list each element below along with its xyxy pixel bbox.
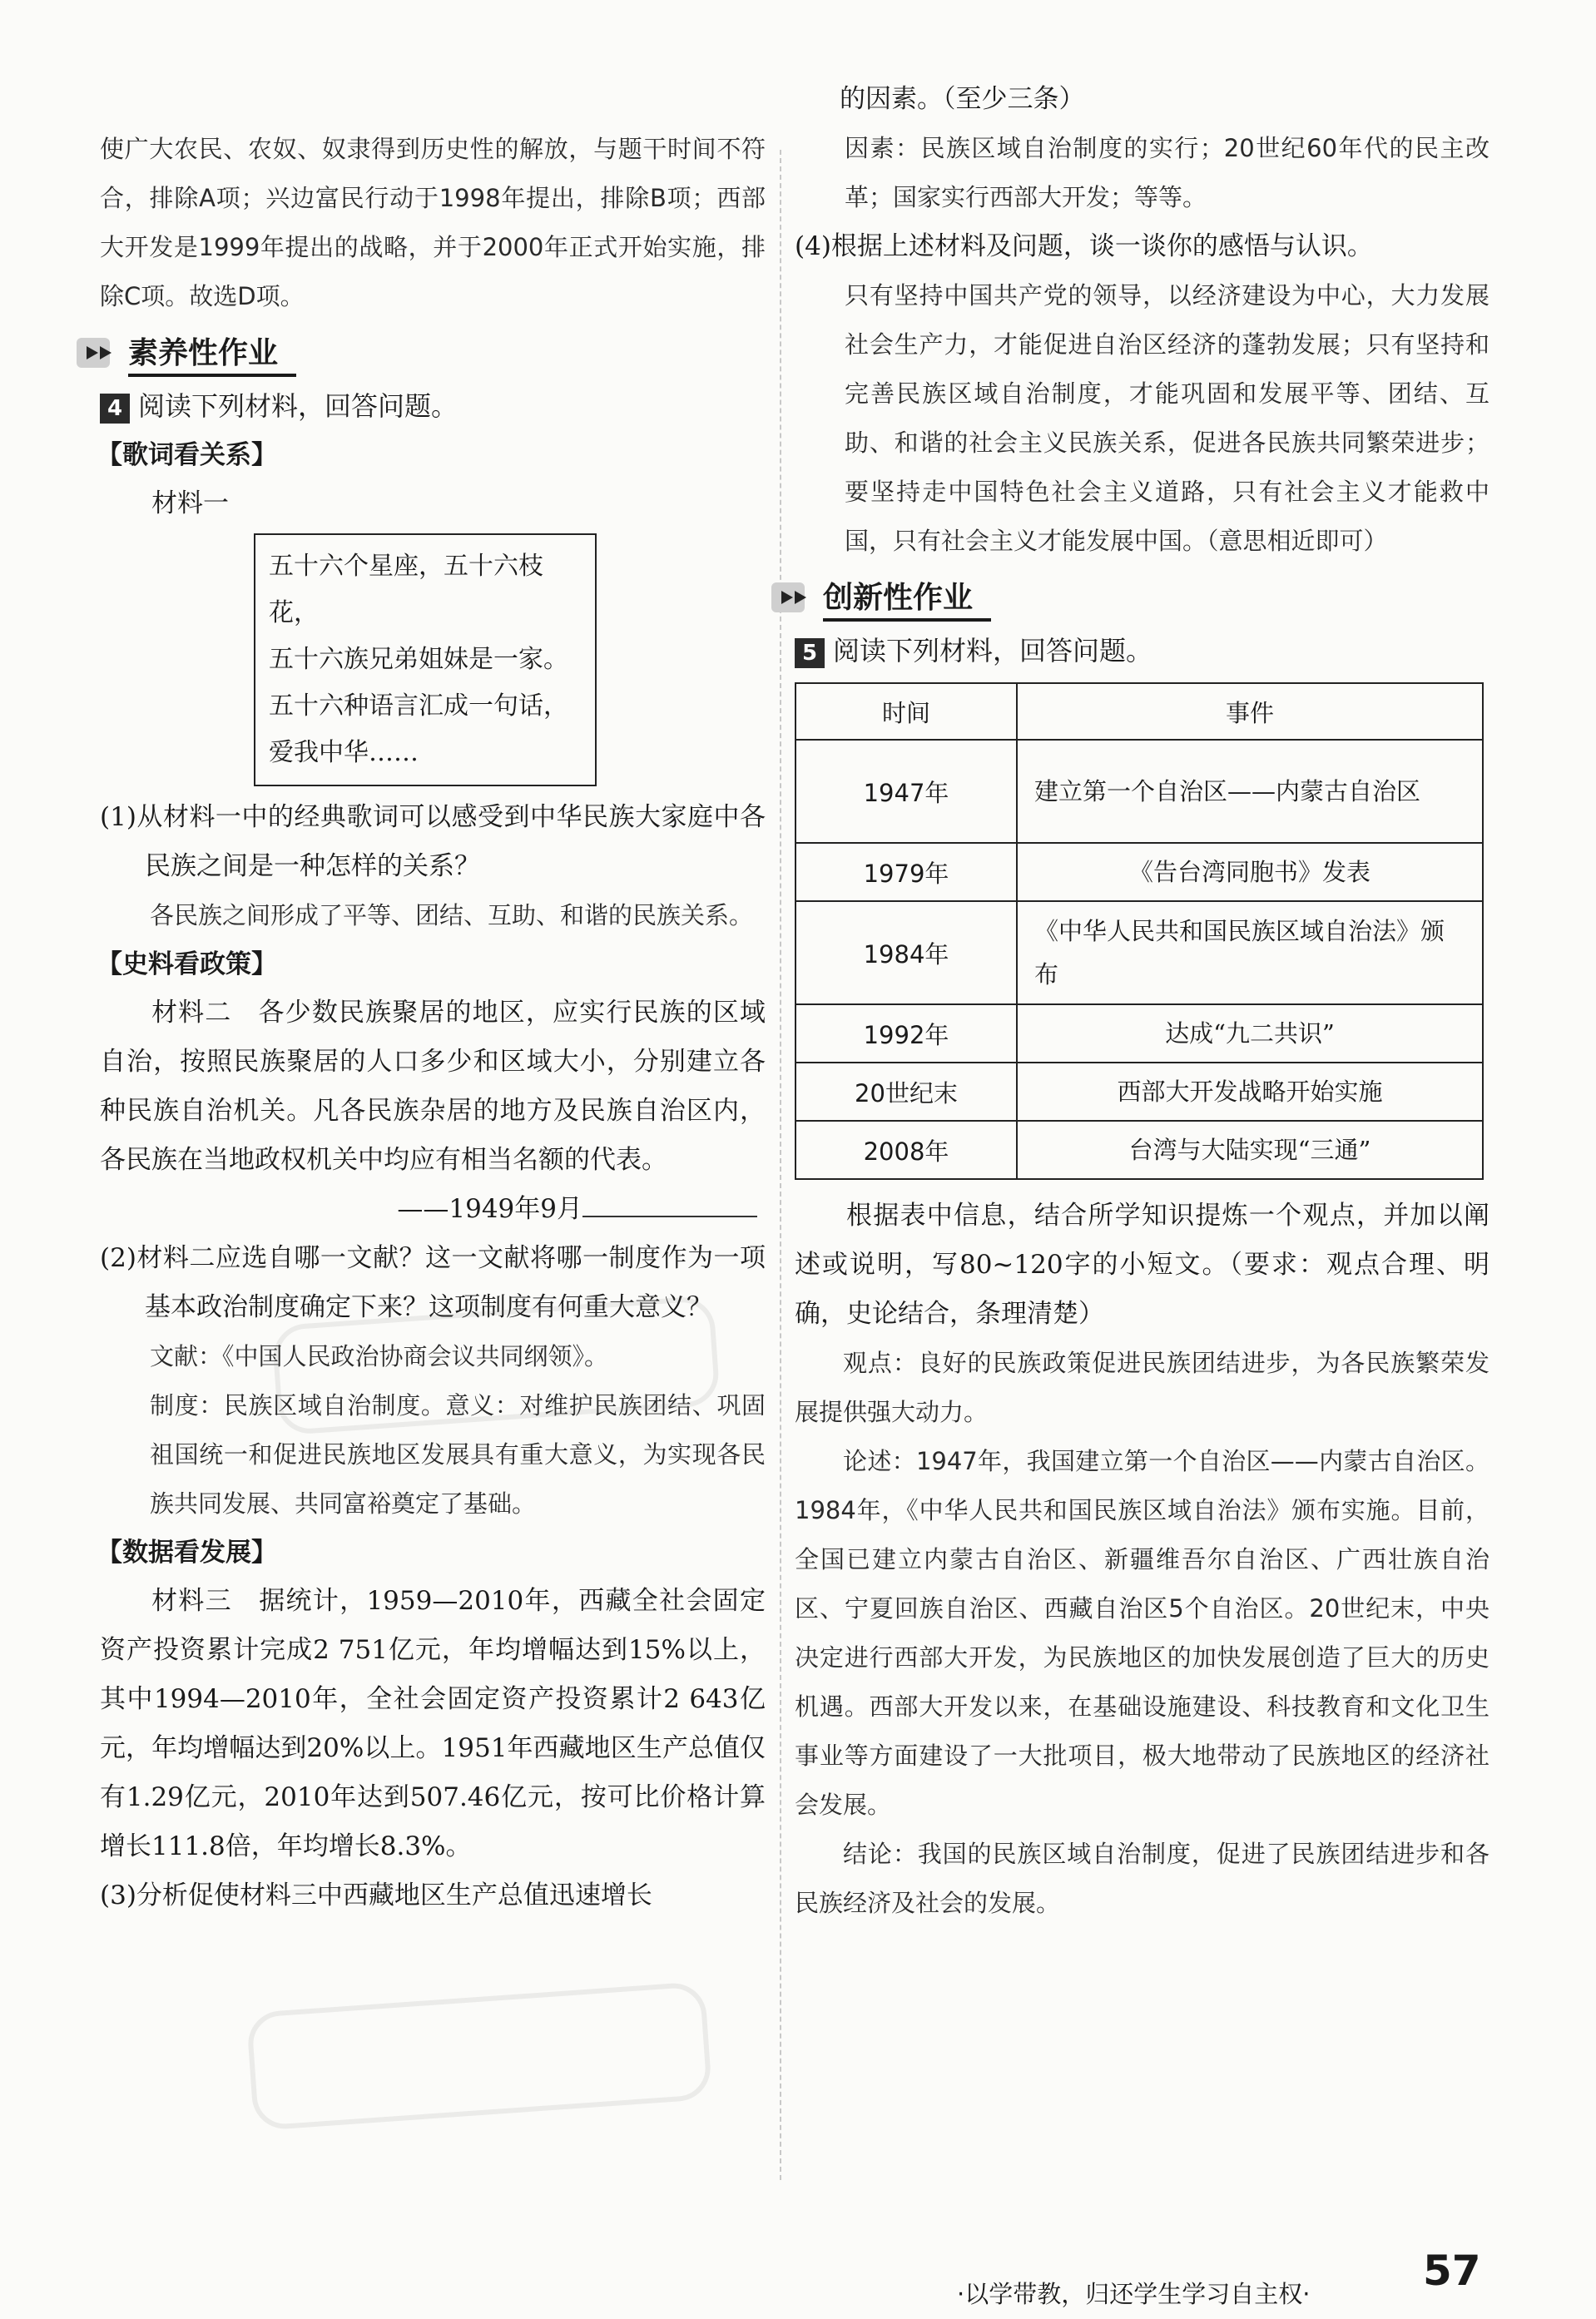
cell-time: 2008年 [796, 1121, 1017, 1179]
task-instruction: 根据表中信息，结合所学知识提炼一个观点，并加以阐述或说明，写80~120字的小短文。（要求：观点合理、明确，史论结合，条理清楚） [795, 1201, 1489, 1329]
left-column [97, 125, 766, 1920]
material-1-label: 材料一 [151, 488, 229, 518]
table-row [796, 1004, 1483, 1063]
table-row [796, 740, 1483, 843]
lyric-line: 爱我中华…… [269, 738, 419, 767]
tag-lyrics: 【歌词看关系】 [97, 440, 277, 470]
question-prompt: 阅读下列材料，回答问题。 [833, 635, 1153, 666]
tag-policy: 【史料看政策】 [97, 949, 277, 979]
question-number: 5 [795, 638, 825, 668]
table-row [796, 843, 1483, 901]
page-number: 57 [1423, 2247, 1481, 2295]
material-3: 材料三 据统计，1959—2010年，西藏全社会固定资产投资累计完成2 751亿元，年均增幅达到15%以上，其中1994—2010年，全社会固定资产投资累计2 643亿元，年均增幅达到20%以上。1951年西藏地区生产总值仅有1.29亿元，2010年达到507.46亿元，按可比价格计算增长111.8倍，年均增长8.3%。 [100, 1586, 766, 1861]
answer-4: 只有坚持中国共产党的领导，以经济建设为中心，大力发展社会生产力，才能促进自治区经济的蓬勃发展；只有坚持和完善民族区域自治制度，才能巩固和发展平等、团结、互助、和谐的社会主义民族关系，促进各民族共同繁荣进步；要坚持走中国特色社会主义道路，只有社会主义才能救中国，只有社会主义才能发展中国。（意思相近即可） [845, 281, 1489, 555]
sub-question-1: (1)从材料一中的经典歌词可以感受到中华民族大家庭中各民族之间是一种怎样的关系？ [100, 802, 766, 881]
table-header-event: 事件 [1017, 683, 1483, 740]
watermark-logo [246, 1981, 713, 2131]
sub-question-3-end: 的因素。（至少三条） [840, 84, 1085, 114]
answer-argument: 论述：1947年，我国建立第一个自治区——内蒙古自治区。1984年，《中华人民共和国民族区域自治法》颁布实施。目前，全国已建立内蒙古自治区、新疆维吾尔自治区、广西壮族自治区、宁夏回族自治区、西藏自治区5个自治区。20世纪末，中央决定进行西部大开发，为民族地区的加快发展创造了巨大的历史机遇。西部大开发以来，在基础设施建设、科技教育和文化卫生事业等方面建设了一大批项目，极大地带动了民族地区的经济社会发展。 [795, 1447, 1489, 1819]
answer-viewpoint: 观点：良好的民族政策促进民族团结进步，为各民族繁荣发展提供强大动力。 [795, 1349, 1489, 1426]
arrow-badge-icon [75, 334, 120, 372]
answer-2-detail: 制度：民族区域自治制度。意义：对维护民族团结、巩固祖国统一和促进民族地区发展具有重大意义，为实现各民族共同发展、共同富裕奠定了基础。 [150, 1391, 766, 1518]
cell-time: 1979年 [796, 843, 1017, 901]
question-4 [100, 381, 766, 431]
sub-question-3-start: (3)分析促使材料三中西藏地区生产总值迅速增长 [100, 1880, 652, 1910]
section-title: 素养性作业 [128, 330, 296, 377]
cell-time: 1947年 [796, 740, 1017, 843]
lyric-line: 五十六个星座，五十六枝花， [269, 552, 543, 627]
table-header-row [796, 683, 1483, 740]
answer-3: 因素：民族区域自治制度的实行；20世纪60年代的民主改革；国家实行西部大开发；等等。 [845, 134, 1489, 211]
answer-conclusion: 结论：我国的民族区域自治制度，促进了民族团结进步和各民族经济及社会的发展。 [795, 1840, 1489, 1917]
sub-question-4: (4)根据上述材料及问题，谈一谈你的感悟与认识。 [795, 231, 1373, 261]
answer-1: 各民族之间形成了平等、团结、互助、和谐的民族关系。 [150, 901, 754, 929]
tag-data: 【数据看发展】 [97, 1538, 277, 1568]
previous-answer-tail: 使广大农民、农奴、奴隶得到历史性的解放，与题干时间不符合，排除A项；兴边富民行动于1998年提出，排除B项；西部大开发是1999年提出的战略，并于2000年正式开始实施，排除C项。故选D项。 [100, 135, 766, 310]
right-column [795, 75, 1489, 1928]
lyric-line: 五十六族兄弟姐妹是一家。 [269, 645, 568, 674]
events-table [795, 682, 1484, 1180]
arrow-badge-icon [770, 578, 815, 617]
column-divider [780, 150, 781, 2180]
cell-event: 西部大开发战略开始实施 [1017, 1063, 1483, 1121]
answer-2-document: 文献：《中国人民政治协商会议共同纲领》。 [150, 1342, 609, 1370]
lyric-line: 五十六种语言汇成一句话， [269, 691, 568, 721]
question-5 [795, 626, 1489, 676]
material-2: 材料二 各少数民族聚居的地区，应实行民族的区域自治，按照民族聚居的人口多少和区域大小，分别建立各种民族自治机关。凡各民族杂居的地方及民族自治区内，各民族在当地政权机关中均应有相当名额的代表。 [100, 998, 766, 1175]
fill-blank[interactable] [582, 1192, 757, 1217]
sub-question-2: (2)材料二应选自哪一文献？这一文献将哪一制度作为一项基本政治制度确定下来？这项制度有何重大意义？ [100, 1243, 766, 1322]
section-heading-innovation [770, 574, 1489, 621]
cell-event: 台湾与大陆实现“三通” [1017, 1121, 1483, 1179]
cell-event: 建立第一个自治区——内蒙古自治区 [1017, 740, 1483, 843]
table-row [796, 1063, 1483, 1121]
cell-event: 达成“九二共识” [1017, 1004, 1483, 1063]
table-row [796, 901, 1483, 1004]
cell-time: 1984年 [796, 901, 1017, 1004]
table-header-time: 时间 [796, 683, 1017, 740]
section-heading-literacy [75, 330, 766, 376]
table-row [796, 1121, 1483, 1179]
question-number: 4 [100, 394, 130, 424]
cell-time: 1992年 [796, 1004, 1017, 1063]
material-2-source: ——1949年9月 [100, 1185, 766, 1234]
section-title: 创新性作业 [823, 574, 991, 622]
footer-slogan: ·以学带教，归还学生学习自主权· [957, 2280, 1311, 2308]
question-prompt: 阅读下列材料，回答问题。 [138, 390, 458, 422]
cell-event: 《中华人民共和国民族区域自治法》颁布 [1017, 901, 1483, 1004]
lyrics-box [254, 533, 597, 786]
cell-event: 《告台湾同胞书》发表 [1017, 843, 1483, 901]
cell-time: 20世纪末 [796, 1063, 1017, 1121]
